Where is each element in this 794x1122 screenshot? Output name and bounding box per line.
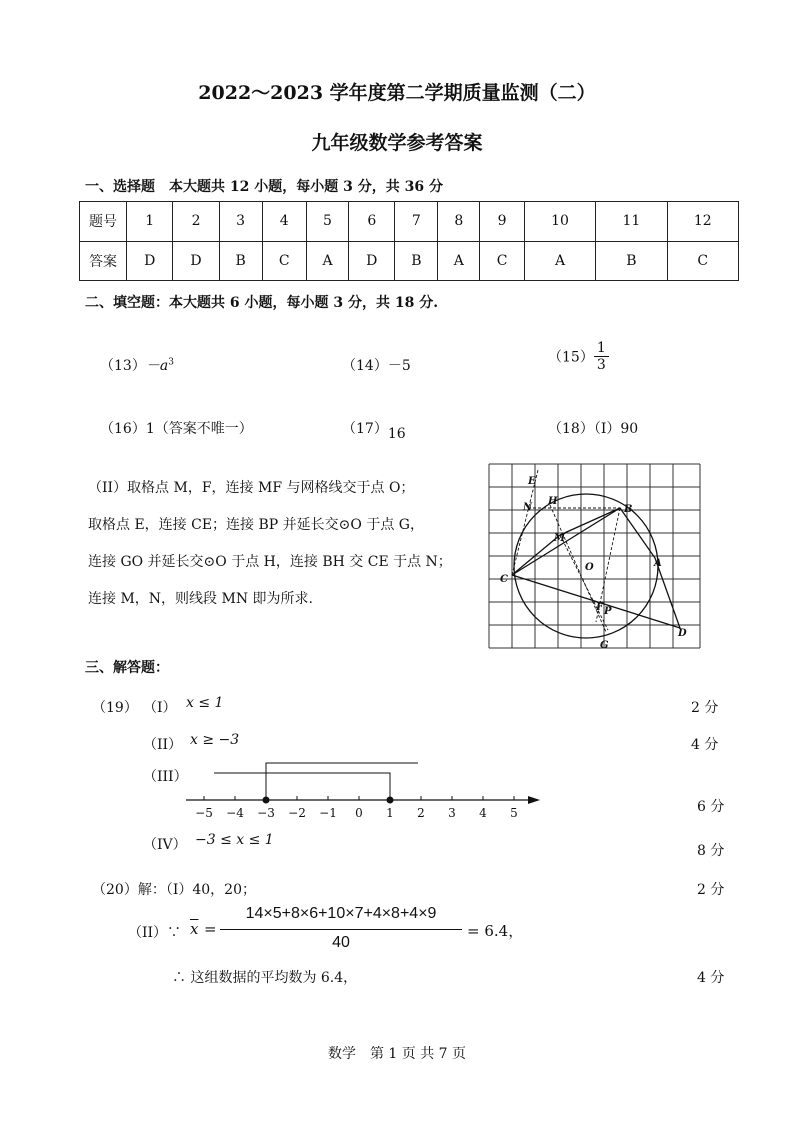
label-d: D [678,628,687,639]
q19-label: （19） [92,700,138,716]
tick-label: −3 [257,806,275,820]
label-b: B [624,504,633,515]
q16 [100,418,253,438]
table-cell: B [596,241,667,281]
q15-denominator: 3 [596,357,606,373]
q15 [548,340,609,373]
q17 [342,418,406,442]
solution-ray-le-1 [214,773,390,800]
answer-table [79,201,739,281]
q15-numerator: 1 [594,340,609,357]
q20-i-score: 2 分 [697,882,725,898]
table-cell: D [127,241,173,281]
tick-label: 3 [448,806,456,820]
q18-answer: （I）90 [593,421,639,437]
q18-part2-line: 连接 M，N，则线段 MN 即为所求. [88,591,313,607]
label-p: P [604,606,612,617]
q20-numerator: 14×5+8×6+10×7+4×8+4×9 [245,905,437,922]
tick-label: 4 [479,806,487,820]
q17-answer: 16 [387,426,406,442]
table-cell: 3 [219,202,262,242]
q20-fraction-bar [220,929,462,930]
tick-label: 0 [355,806,363,820]
table-header-cell: 题号 [80,202,127,242]
q17-label: （17） [342,421,388,437]
q18 [548,418,638,438]
table-cell: 10 [524,202,595,242]
closed-dot-1 [387,797,394,804]
tick-label: −5 [195,806,213,820]
tick-label: −2 [288,806,306,820]
table-cell: A [524,241,595,281]
q19-iv-score: 8 分 [697,843,725,859]
tick-label: 1 [386,806,394,820]
label-n: N [523,502,533,513]
table-cell: 9 [480,202,524,242]
section3-heading: 三、解答题： [85,660,169,676]
grid [489,464,700,648]
axis-arrow [528,796,540,804]
q13-label: （13） [100,358,146,374]
q18-part2-line: 取格点 E，连接 CE；连接 BP 并延长交⊙O 于点 G， [88,517,424,533]
tick-label: −1 [319,806,337,820]
page-subtitle: 九年级数学参考答案 [311,132,483,154]
table-cell: 12 [667,202,738,242]
q20-xbar: $\overline{x}$ [190,920,199,938]
q20-conclusion: ∴ 这组数据的平均数为 6.4， [172,970,358,986]
q13-exponent: 3 [168,357,174,368]
q16-label: （16） [100,421,146,437]
table-cell: 11 [596,202,667,242]
q18-label: （18） [548,421,594,437]
q15-label: （15） [548,349,594,366]
q19-ii-label: （II） [143,737,183,753]
q20-denominator: 40 [332,934,350,951]
table-cell: D [173,241,219,281]
table-cell: 4 [262,202,306,242]
tick-label: 5 [510,806,518,820]
table-row-numbers [80,202,739,242]
label-a: A [654,558,662,569]
table-cell: 8 [438,202,480,242]
q19-iv-label: （IV） [143,837,187,853]
q20-ii-score: 4 分 [697,970,725,986]
q20-result: = 6.4， [467,922,524,940]
q19-i-score: 2 分 [691,700,719,716]
number-line [180,756,550,826]
table-cell: B [219,241,262,281]
q19-ii-answer: x ≥ −3 [190,732,240,748]
table-cell: 1 [127,202,173,242]
label-m: M [554,533,566,544]
label-e: E [528,476,536,487]
q19-i-answer: x ≤ 1 [186,695,224,711]
label-c: C [500,574,508,585]
geometry-figure [480,460,710,660]
q18-part2-line: 连接 GO 并延长交⊙O 于点 H，连接 BH 交 CE 于点 N； [88,554,452,570]
table-cell: A [306,241,348,281]
section2-heading: 二、填空题：本大题共 6 小题，每小题 3 分，共 18 分. [85,295,439,311]
q15-fraction [594,340,609,373]
q14 [342,355,411,375]
table-cell: D [349,241,395,281]
q20-equals: = [204,920,217,938]
tick-label: 2 [417,806,425,820]
page-title: 2022～2023 学年度第二学期质量监测（二） [198,82,596,104]
q18-part2-line: （II）取格点 M，F，连接 MF 与网格线交于点 O； [88,480,415,496]
table-cell: C [667,241,738,281]
q18-part2-text [88,470,452,618]
q19-iii-label: （III） [143,769,188,785]
q13-answer: －a [145,358,169,374]
table-cell: 2 [173,202,219,242]
table-row-answers [80,241,739,281]
table-header-cell: 答案 [80,241,127,281]
table-cell: B [395,241,438,281]
q19-iv-answer: −3 ≤ x ≤ 1 [195,832,274,848]
label-g: G [600,640,609,651]
table-cell: C [262,241,306,281]
q20-i: （20）解：（I）40，20； [92,882,256,898]
table-cell: 5 [306,202,348,242]
label-f: F [596,602,604,613]
q13 [100,355,174,375]
table-cell: A [438,241,480,281]
section1-heading: 一、选择题 本大题共 12 小题，每小题 3 分，共 36 分 [85,179,443,195]
tick-label: −4 [226,806,244,820]
q20-ii-label: （II）∵ [128,925,182,941]
table-cell: 7 [395,202,438,242]
closed-dot-neg3 [263,797,270,804]
table-cell: C [480,241,524,281]
q19-iii-score: 6 分 [697,799,725,815]
page-footer: 数学 第 1 页 共 7 页 [327,1046,467,1062]
q19-ii-score: 4 分 [691,737,719,753]
table-cell: 6 [349,202,395,242]
label-h: H [548,496,558,507]
q16-answer: 1（答案不唯一） [145,421,253,437]
q19-i-label: （I） [143,700,177,716]
label-o: O [585,562,594,573]
solution-ray-ge-neg3 [266,763,418,800]
q14-label: （14） [342,358,388,374]
q14-answer: －5 [387,358,411,374]
